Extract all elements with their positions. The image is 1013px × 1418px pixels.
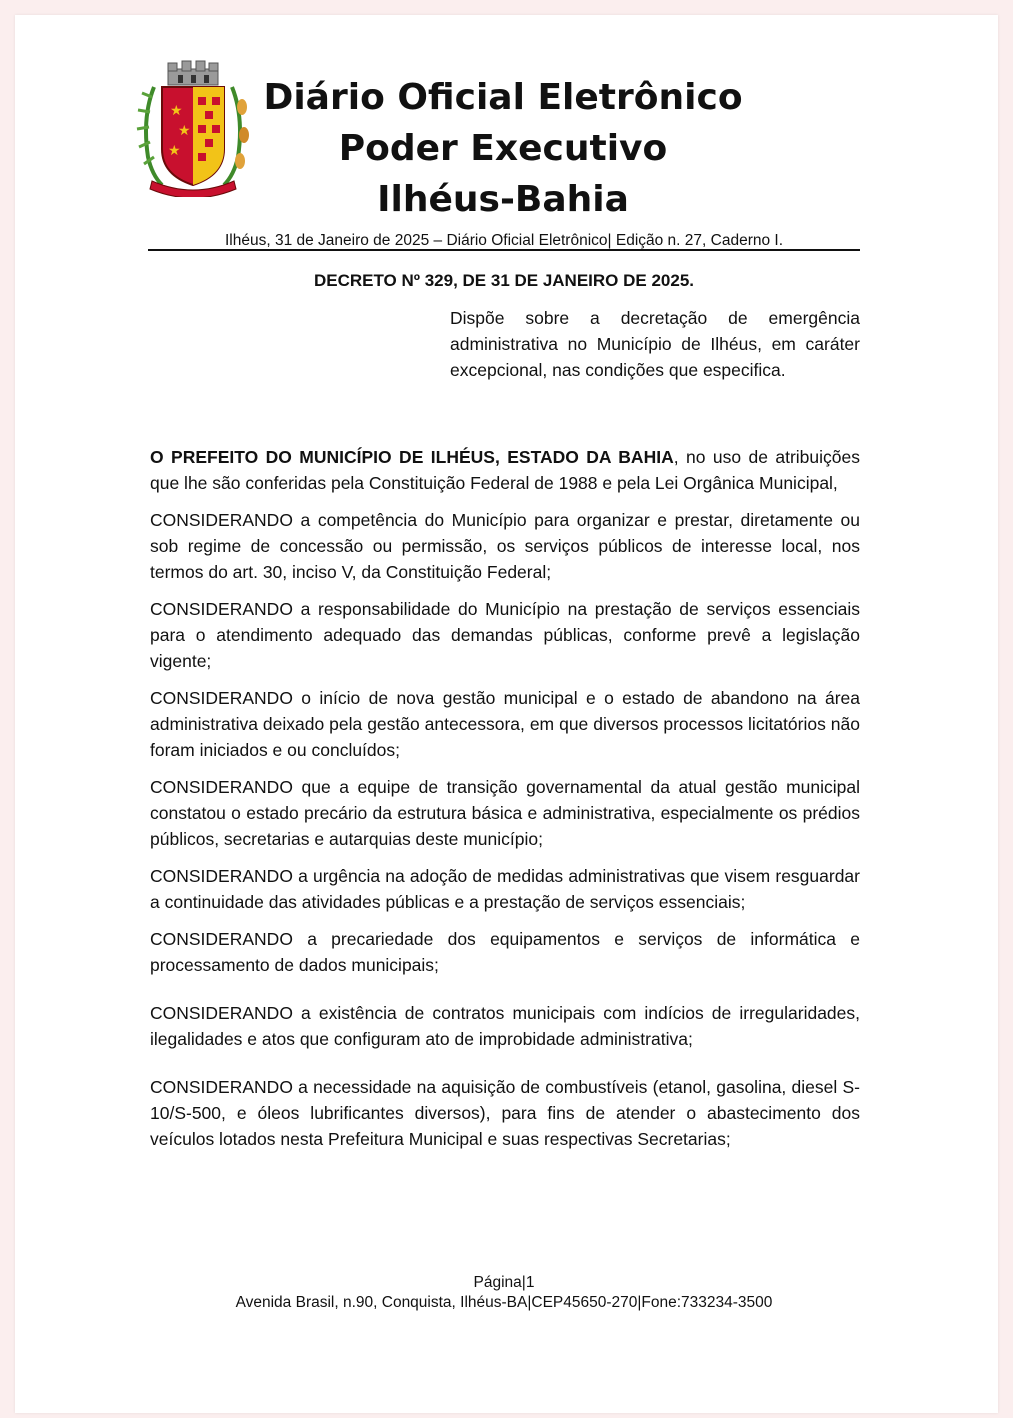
decree-title: DECRETO Nº 329, DE 31 DE JANEIRO DE 2025. xyxy=(313,271,695,290)
decree-ementa: Dispõe sobre a decretação de emergência administrativa no Município de Ilhéus, em caráter excepcional, nas condições que especifica. xyxy=(450,308,860,380)
decree-body xyxy=(150,444,860,1163)
footer-address: Avenida Brasil, n.90, Conquista, Ilhéus-BA|CEP45650-270|Fone:733234-3500 xyxy=(235,1294,773,1311)
journal-subtitle: Poder Executivo xyxy=(338,128,668,169)
considerando-paragraph: CONSIDERANDO a precariedade dos equipamentos e serviços de informática e processamento de dados municipais; xyxy=(150,929,860,975)
considerando-paragraph: CONSIDERANDO que a equipe de transição governamental da atual gestão municipal constatou o estado precário da estrutura básica e administrativa, especialmente os prédios públicos, secretarias e autarquias deste município; xyxy=(150,777,860,849)
document-page xyxy=(15,15,998,1413)
journal-city: Ilhéus-Bahia xyxy=(377,179,629,220)
header-divider xyxy=(148,249,860,251)
preamble-authority: O PREFEITO DO MUNICÍPIO DE ILHÉUS, ESTADO DA BAHIA xyxy=(150,447,674,467)
considerando-paragraph: CONSIDERANDO o início de nova gestão municipal e o estado de abandono na área administrativa deixado pela gestão antecessora, em que diversos processos licitatórios não foram iniciados e ou concluídos; xyxy=(150,688,860,760)
considerando-paragraph: CONSIDERANDO a urgência na adoção de medidas administrativas que visem resguardar a continuidade das atividades públicas e a prestação de serviços essenciais; xyxy=(150,866,860,912)
svg-text:★: ★ xyxy=(168,143,181,159)
preamble-paragraph xyxy=(150,444,860,496)
municipal-coat-of-arms-icon xyxy=(132,57,254,197)
svg-text:★: ★ xyxy=(178,123,191,139)
page-footer xyxy=(148,1273,860,1313)
journal-title: Diário Oficial Eletrônico xyxy=(263,77,743,118)
svg-text:★: ★ xyxy=(170,103,183,119)
preamble-text: , no uso de atribuições que lhe são conferidas pela Constituição Federal de 1988 e pela Lei Orgânica Municipal, xyxy=(150,447,860,493)
considerando-paragraph: CONSIDERANDO a necessidade na aquisição de combustíveis (etanol, gasolina, diesel S-10/S-500, e óleos lubrificantes diversos), para fins de atender o abastecimento dos veículos lotados nesta Prefeitura Municipal e suas respectivas Secretarias; xyxy=(150,1077,860,1149)
edition-line: Ilhéus, 31 de Janeiro de 2025 – Diário Oficial Eletrônico| Edição n. 27, Caderno I. xyxy=(224,232,784,249)
considerando-paragraph: CONSIDERANDO a existência de contratos municipais com indícios de irregularidades, ilegalidades e atos que configuram ato de improbidade administrativa; xyxy=(150,1003,860,1049)
considerando-paragraph: CONSIDERANDO a competência do Município para organizar e prestar, diretamente ou sob regime de concessão ou permissão, os serviços públicos de interesse local, nos termos do art. 30, inciso V, da Constituição Federal; xyxy=(150,510,860,582)
page-number: Página|1 xyxy=(473,1274,535,1291)
considerando-paragraph: CONSIDERANDO a responsabilidade do Município na prestação de serviços essenciais para o atendimento adequado das demandas públicas, conforme prevê a legislação vigente; xyxy=(150,599,860,671)
